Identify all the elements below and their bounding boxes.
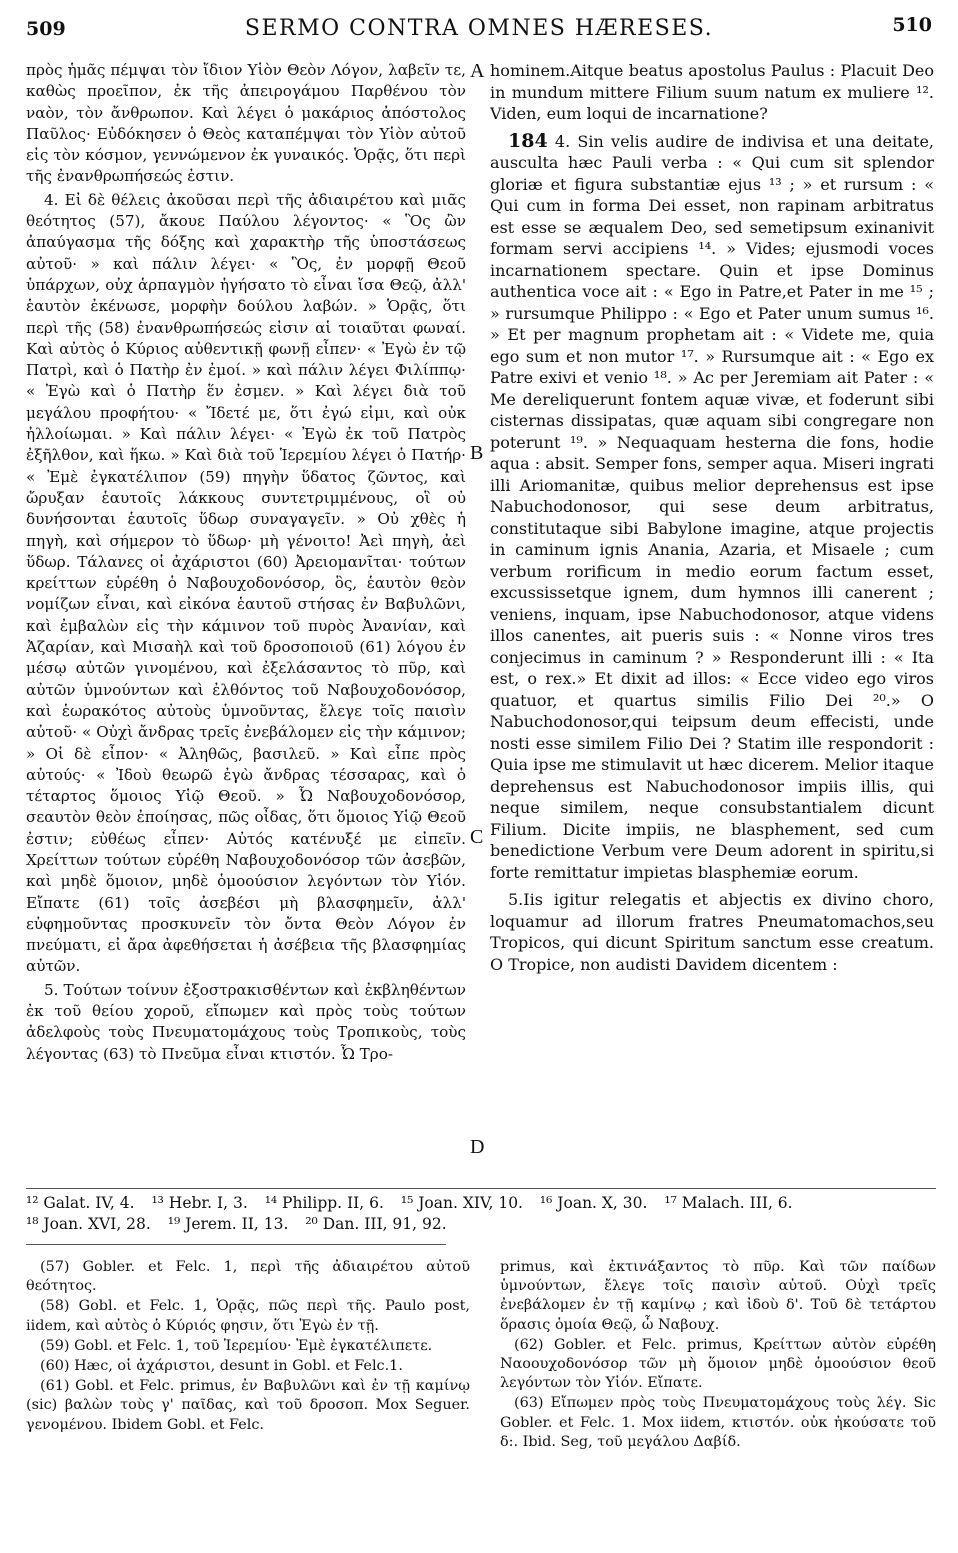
latin-paragraph: hominem.Aitque beatus apostolus Paulus : Placuit Deo in mundum mittere Filium suum natum ex muliere ¹². Viden, eum loqui de incarnatione? [490, 61, 934, 123]
note: primus, καὶ ἐκτινάξαντος τὸ πῦρ. Καὶ τῶν παίδων ὑμνούντων, ἔλεγε τοῖς παισὶν αὐτοῦ. Οὐχὶ τρεῖς ἐνεβάλομεν ἐν τῇ καμίνῳ ; καὶ ἰδοὺ δ'. Τοῦ δὲ τετάρτου ὅρασις ὁμοία Θεῷ, ὦ Ναβουχ. [500, 1259, 936, 1333]
page-number-left: 509 [26, 18, 66, 40]
greek-paragraph: πρὸς ἡμᾶς πέμψαι τὸν ἴδιον Υἱὸν Θεὸν Λόγον, λαβεῖν τε, καθὼς προεῖπον, ἐκ τῆς ἀπειρογάμου Παρθένου τὸν ναὸν, τὸν ἄνθρωπον. Καὶ λέγει ὁ μακάριος ἀπόστολος Παῦλος· Εὐδόκησεν ὁ Θεὸς καταπέμψαι τὸν Υἱὸν αὐτοῦ εἰς τὸν κόσμον, γεννώμενον ἐκ γυναικός. Ὁρᾷς, ὅτι περὶ τῆς ἐνανθρωπήσεώς ἐστιν. [26, 61, 466, 186]
page-header [26, 14, 932, 40]
running-title: SERMO CONTRA OMNES HÆRESES. [244, 16, 714, 41]
margin-letter-c: C [470, 826, 484, 848]
greek-paragraph: 4. Εἰ δὲ θέλεις ἀκοῦσαι περὶ τῆς ἀδιαιρέτου καὶ μιᾶς θεότητος (57), ἄκουε Παύλου λέγοντος· « Ὃς ὢν ἀπαύγασμα τῆς δόξης καὶ χαρακτὴρ τῆς ὑποστάσεως αὐτοῦ· » καὶ πάλιν λέγει· « Ὃς, ἐν μορφῇ Θεοῦ ὑπάρχων, οὐχ ἁρπαγμὸν ἡγήσατο τὸ εἶναι ἴσα Θεῷ, ἀλλ' ἑαυτὸν ἐκένωσε, μορφὴν δούλου λαβών. » Ὁρᾷς, ὅτι περὶ τῆς (58) ἐνανθρωπήσεώς εἰσιν αἱ τοιαῦται φωναί. Καὶ αὐτὸς ὁ Κύριος αὐθεντικῇ φωνῇ εἶπεν· « Ἐγὼ ἐν τῷ Πατρὶ, καὶ ὁ Πατὴρ ἐν ἐμοί. » καὶ πάλιν λέγει Φιλίππῳ· « Ἐγὼ καὶ ὁ Πατὴρ ἕν ἐσμεν. » Καὶ λέγει διὰ τοῦ μεγάλου προφήτου· « Ἴδετέ με, ὅτι ἐγώ εἰμι, καὶ οὐκ ἠλλοίωμαι. » Καὶ πάλιν λέγει· « Ἐγὼ ἐκ τοῦ Πατρὸς ἐξῆλθον, καὶ ἥκω. » Καὶ διὰ τοῦ Ἱερεμίου λέγει ὁ Πατήρ· « Ἐμὲ ἐγκατέλιπον (59) πηγὴν ὕδατος ζῶντος, καὶ ὤρυξαν ἑαυτοῖς λάκκους συντετριμμένους, οἳ οὐ δυνήσονται ἑαυτοῖς ὕδωρ συναγαγεῖν. » Οὐ χθὲς ἡ πηγὴ, καὶ σήμερον τὸ ὕδωρ· μὴ γένοιτο! Ἀεὶ πηγὴ, ἀεὶ ὕδωρ. Τάλανες οἱ ἀχάριστοι (60) Ἀρειομανῖται· τούτων κρείττων εὑρέθη ὁ Ναβουχοδονόσορ, ὃς, ἑαυτὸν θεὸν νομίζων εἶναι, καὶ εἰκόνα ἑαυτοῦ στήσας ἐν Βαβυλῶνι, καὶ ἐμβαλὼν εἰς τὴν κάμινον τοῦ πυρὸς Ἀνανίαν, καὶ Ἀζαρίαν, καὶ Μισαὴλ καὶ τοῦ δροσοποιοῦ (61) λόγου ἐν μέσῳ αὐτῶν γινομένου, καὶ ἐξελάσαντος τὸ πῦρ, καὶ αὐτῶν ὑμνούντων καὶ ἐλθόντος τοῦ Ναβουχοδονόσορ, καὶ ἑωρακότος αὐτοὺς ὑμνοῦντας, ἔλεγε τοῖς παισὶν αὐτοῦ· « Οὐχὶ ἄνδρας τρεῖς ἐνεβάλομεν εἰς τὴν κάμινον; » Οἱ δὲ εἶπον· « Ἀληθῶς, βασιλεῦ. » Καὶ εἶπε πρὸς αὐτούς· « Ἰδοὺ θεωρῶ ἐγὼ ἄνδρας τέσσαρας, καὶ ὁ τέταρτος ὅμοιος Υἱῷ Θεοῦ. » Ὦ Ναβουχοδονόσορ, σεαυτὸν θεὸν ἐποίησας, πῶς οἶδας, ὅτι ὅμοιος Υἱῷ Θεοῦ ἐστιν; εὐθέως εἶπεν· Αὐτός κατένυξέ με εἰπεῖν. Χρείττων τούτων εὑρέθη Ναβουχοδονόσορ τῶν ἀσεβῶν, καὶ μηδὲ ὅμοιον, μηδὲ ὁμοούσιον λεγόντων τὸν Υἱόν. Εἴπατε (61) τοῖς ἀσεβέσι μὴ βλασφημεῖν, ἀλλ' εὐφημοῦντας προσκυνεῖν τὸν ὄντα Θεὸν Λόγον ἐν πνεύματι, εἰ ἄρα ἀφεθήσεται ἡ ἀσέβεια τῆς βλασφημίας αὐτῶν. [26, 190, 466, 976]
reference: ¹⁴ Philipp. II, 6. [264, 1194, 384, 1212]
note: (59) Gobl. et Felc. 1, τοῦ Ἱερεμίου· Ἐμὲ ἐγκατέλιπετε. [40, 1337, 433, 1354]
scripture-references [26, 1188, 936, 1235]
greek-column [26, 60, 466, 1180]
reference: ¹⁶ Joan. X, 30. [539, 1194, 648, 1212]
latin-column [490, 60, 934, 1180]
note: (63) Εἴπωμεν πρὸς τοὺς Πνευματομάχους τοὺς λέγ. Sic Gobler. et Felc. 1. Mox iidem, κτιστόν. οὐκ ἠκούσατε τοῦ δ:. Ibid. Seg, τοῦ μεγάλου Δαβίδ. [500, 1395, 936, 1450]
reference: ¹³ Hebr. I, 3. [151, 1194, 248, 1212]
margin-letter-d: D [470, 1136, 485, 1158]
notes-right [500, 1258, 936, 1488]
column-number: 184 [508, 129, 548, 152]
notes-left [26, 1258, 470, 1538]
latin-paragraph: 5.Iis igitur relegatis et abjectis ex divino choro, loquamur ad illorum fratres Pneumatomachos,seu Tropicos, qui dicunt Spiritum sanctum esse creatum. O Tropice, non audisti Davidem dicentem : [490, 890, 934, 974]
note: (62) Gobler. et Felc. primus, Κρείττων αὐτὸν εὑρέθη Ναοουχοδονόσορ τῶν μὴ ὅμοιον μηδὲ ὁμοούσιον θεοῦ λεγόντων τὸν Υἱόν. Εἴπατε. [500, 1336, 936, 1392]
latin-paragraph-4 [490, 131, 934, 884]
note: (58) Gobl. et Felc. 1, Ὁρᾷς, πῶς περὶ τῆς. Paulo post, iidem, καὶ αὐτὸς ὁ Κύριός φησιν, ὅτι Ἐγὼ ἐν τῇ. [26, 1298, 470, 1334]
reference: ¹⁸ Joan. XVI, 28. [26, 1215, 151, 1233]
margin-letter-a: A [470, 60, 485, 82]
note: (60) Hæc, οἱ ἀχάριστοι, desunt in Gobl. et Felc.1. [40, 1358, 403, 1375]
reference: ¹⁷ Malach. III, 6. [664, 1194, 793, 1212]
note: (57) Gobler. et Felc. 1, περὶ τῆς ἀδιαιρέτου αὐτοῦ θεότητος. [26, 1259, 470, 1295]
greek-paragraph: 5. Τούτων τοίνυν ἐξοστρακισθέντων καὶ ἐκβληθέντων ἐκ τοῦ θείου χοροῦ, εἴπωμεν καὶ πρὸς τοὺς τούτων ἀδελφοὺς τοὺς Πνευματομάχους τοὺς Τροπικοὺς, τοὺς λέγοντας (63) τὸ Πνεῦμα εἶναι κτιστόν. Ὦ Τρο- [26, 980, 466, 1063]
latin-paragraph-text: 4. Sin velis audire de indivisa et una deitate, ausculta hæc Pauli verba : « Qui cum sit splendor gloriæ et figura substantiæ ejus ¹³ ; » et rursum : « Qui cum in forma Dei esset, non rapinam arbitratus est esse se æqualem Deo, sed semetipsum exinanivit formam servi accipiens ¹⁴. » Vides; ejusmodi voces incarnationem spectare. Quin et ipse Dominus authentica voce ait : « Ego in Patre,et Pater in me ¹⁵ ; » rursumque Philippo : « Ego et Pater unum sumus ¹⁶. » Et per magnum prophetam ait : « Videte me, quia ego sum et non mutor ¹⁷. » Rursumque ait : « Ego ex Patre exivi et venio ¹⁸. » Ac per Jeremiam ait Pater : « Me dereliquerunt fontem aquæ vivæ, et foderunt sibi cisternas dissipatas, quæ aquam sibi congregare non poterunt ¹⁹. » Nequaquam hesterna die fons, hodie aqua : absit. Semper fons, semper aqua. Miseri ingrati illi Ariomanitæ, quibus melior deprehensus est ipse Nabuchodonosor, qui sese deum arbitratus, constitutaque sibi Babylone imagine, atque projectis in caminum ignis Anania, Azaria, et Misaele ; cum verbum rorificum in medio eorum factum esset, excussissetque ignem, dum hymnos illi canerent ; veniens, inquam, ipse Nabuchodonosor, atque videns illos canentes, ait pueris suis : « Nonne viros tres conjecimus in caminum ? » Responderunt illi : « Ita est, o rex.» Et dixit ad illos: « Ecce video ego viros quatuor, et quartus similis Filio Dei ²⁰.» O Nabuchodonosor,qui teipsum deum effecisti, unde nosti esse similem Filio Dei ? Statim ille respondorit : Quia ipse me stimulavit ut hæc dicerem. Melior itaque deprehensus est Nabuchodonosor impiis illis, qui neque similem, neque consubstantialem dicunt Filium. Dicite impiis, ne blasphement, sed cum benedictione Verbum vere Deum adorent in spiritu,si forte remittatur impietas blasphemiæ eorum. [490, 131, 934, 882]
note: (61) Gobl. et Felc. primus, ἐν Βαβυλῶνι καὶ ἐν τῇ καμίνῳ (sic) βαλὼν τοὺς γ' παῖδας, καὶ τοῦ δροσοπ. Mox Seguer. γενομένου. Ibidem Gobl. et Felc. [26, 1378, 470, 1433]
reference: ²⁰ Dan. III, 91, 92. [305, 1215, 447, 1233]
margin-letter-b: B [470, 442, 484, 464]
reference: ¹⁹ Jerem. II, 13. [167, 1215, 289, 1233]
page-number-right: 510 [892, 14, 932, 36]
reference: ¹⁵ Joan. XIV, 10. [400, 1194, 523, 1212]
notes-divider [26, 1244, 446, 1245]
reference: ¹² Galat. IV, 4. [26, 1194, 135, 1212]
